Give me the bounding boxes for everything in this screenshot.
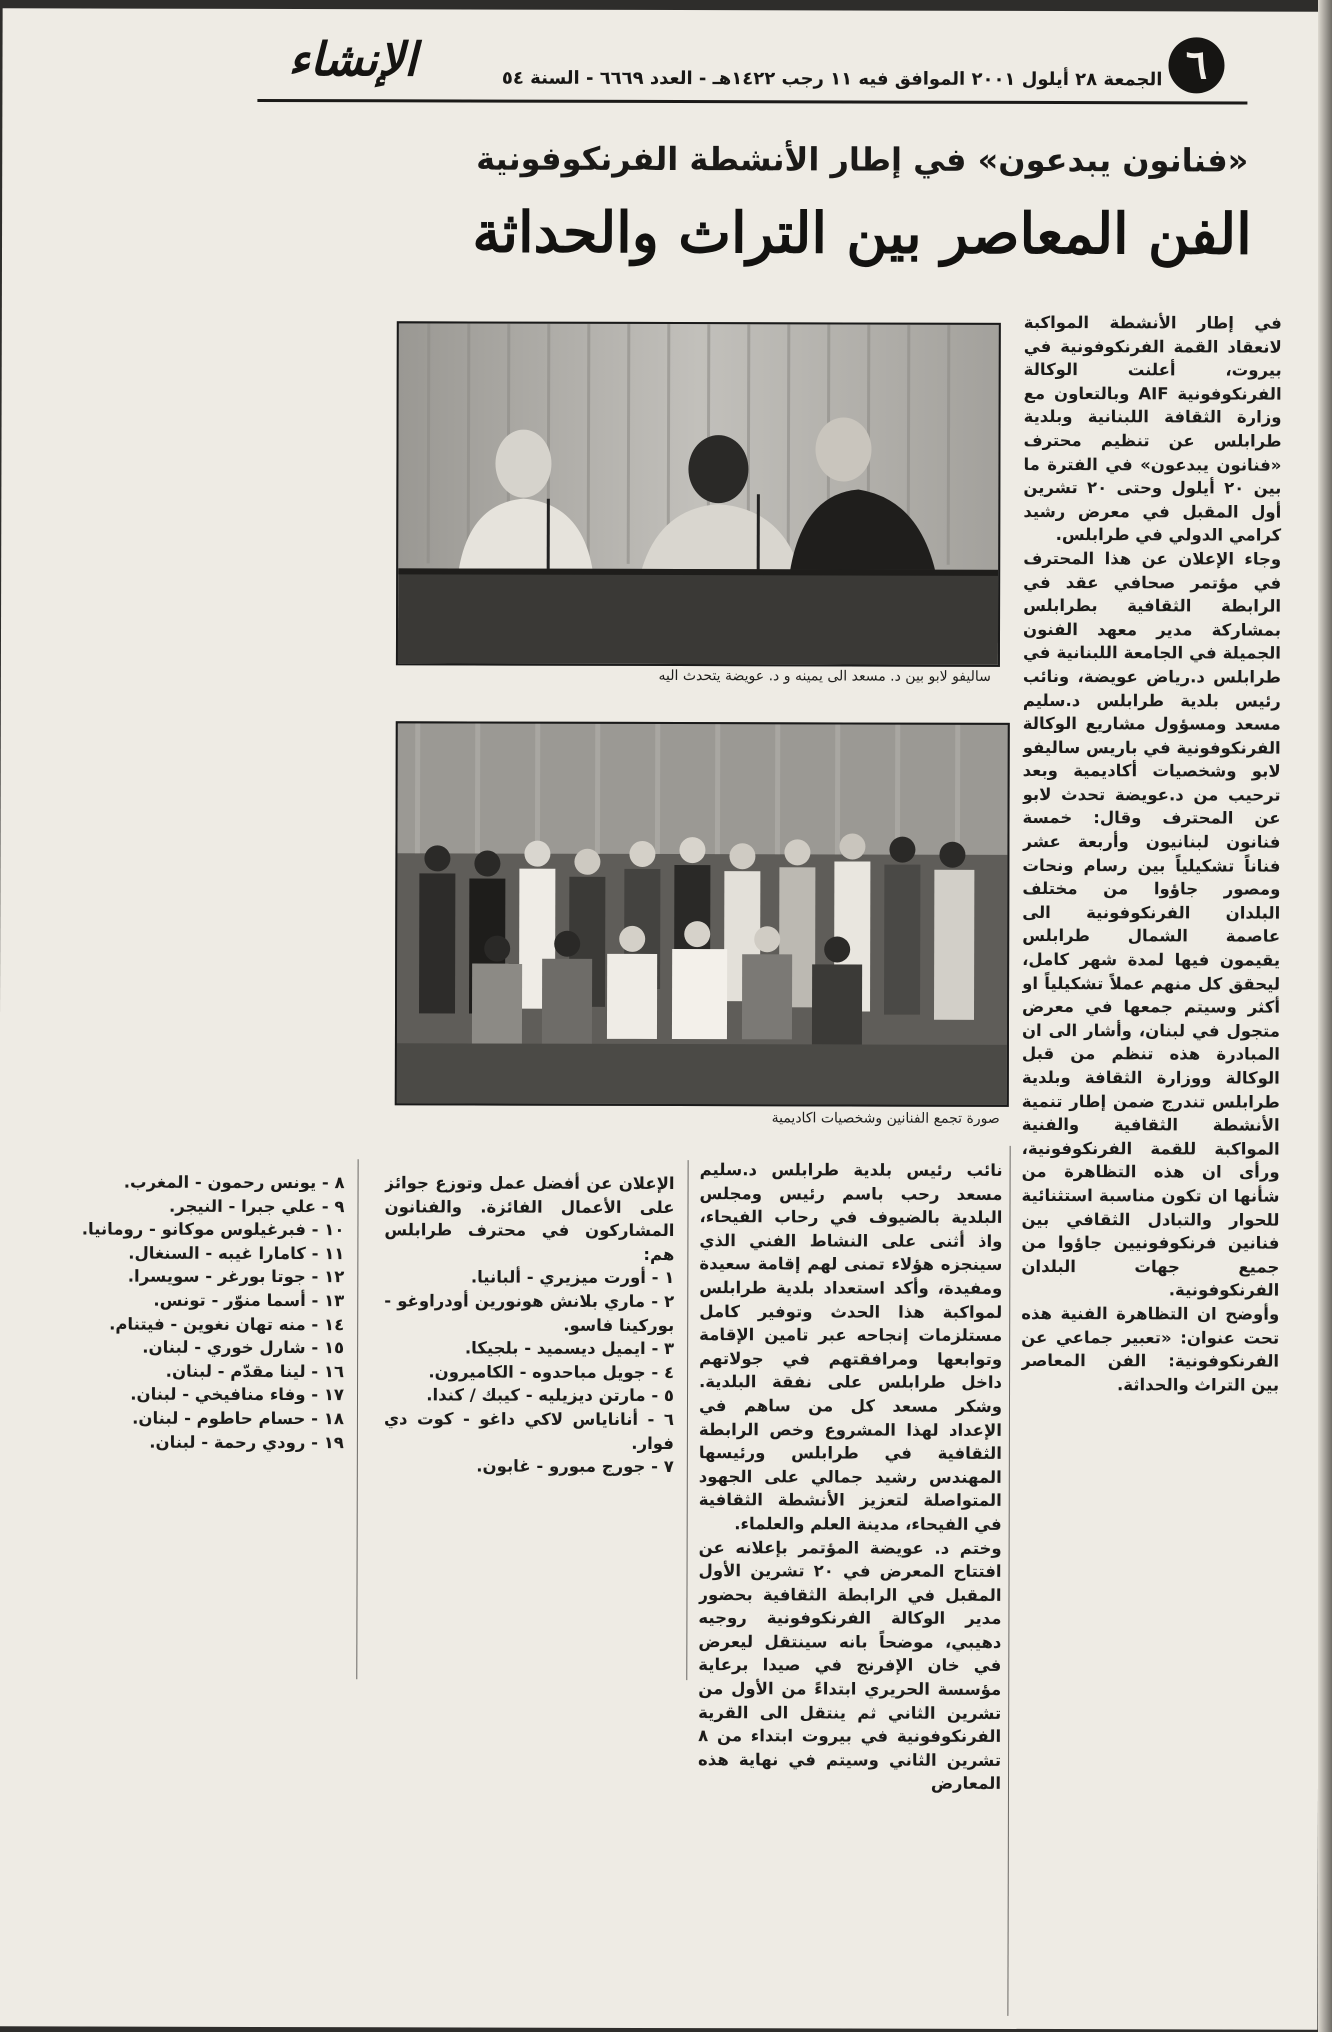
column-divider	[356, 1159, 358, 1679]
list-item: ٨ - يونس رحمون - المغرب.	[123, 1172, 345, 1193]
article-headline: الفن المعاصر بين التراث والحداثة	[472, 199, 1252, 268]
list-item: ١٥ - شارل خوري - لبنان.	[142, 1337, 345, 1358]
press-conference-photo	[396, 321, 1001, 667]
list-item: ١٤ - منه تهان نغوين - فيتنام.	[109, 1314, 345, 1334]
paragraph: الإعلان عن أفضل عمل وتوزع جوائز على الأعمال الفائزة. والفنانون المشاركون في محترف طرابلس هم:	[384, 1173, 675, 1264]
list-item: ١٩ - رودي رحمة - لبنان.	[149, 1432, 344, 1452]
article-column-4	[43, 1170, 344, 1671]
masthead-rule	[257, 99, 1247, 105]
group-photo	[395, 721, 1010, 1107]
paragraph: نائب رئيس بلدية طرابلس د.سليم مسعد رحب باسم رئيس ومجلس البلدية بالضيوف في رحاب الفيحاء، واذ أثنى على النشاط الفني الذي سينجزه هؤلاء تمنى لهم إقامة سعيدة ومفيدة، وأكد استعداد بلدية طرابلس لمواكبة هذا الحدث وتوفير كامل مستلزمات إنجاحه عبر تامين الإقامة وتوابعها ومرافقتهم في جولاتهم داخل طرابلس على نفقة البلدية. وشكر مسعد كل من ساهم في الإعداد لهذا المشروع وخص الرابطة الثقافية في طرابلس ورئيسها المهندس رشيد جمالي على الجهود المتواصلة لتعزيز الأنشطة الثقافية في الفيحاء، مدينة العلم والعلماء.	[698, 1160, 1003, 1534]
list-item: ٢ - ماري بلانش هونورين أودراوغو - بوركينا فاسو.	[384, 1291, 675, 1335]
list-item: ١٣ - أسما منوّر - تونس.	[153, 1290, 345, 1311]
paragraph: وختم د. عويضة المؤتمر بإعلانه عن افتتاح المعرض في ٢٠ تشرين الأول المقبل في الرابطة الثقافية بحضور مدير الوكالة الفرنكوفونية روجيه دهيبي، موضحاً بانه سينتقل ليعرض في خان الإفرنج في صيدا برعاية مؤسسة الحريري ابتداءً من الأول من تشرين الثاني ثم ينتقل الى القرية الفرنكوفونية في بيروت ابتداء من ٨ تشرين الثاني وسيتم في نهاية هذه المعارض	[698, 1537, 1002, 1794]
list-item: ١٠ - فبرغيلوس موكانو - رومانيا.	[81, 1219, 345, 1240]
article-column-3	[383, 1171, 674, 1672]
list-item: ٤ - جويل مباحدوه - الكاميرون.	[428, 1362, 675, 1382]
list-item: ٦ - أناناياس لاكي داغو - كوت دي فوار.	[383, 1409, 674, 1453]
list-item: ١١ - كامارا غيبه - السنغال.	[128, 1243, 345, 1263]
newspaper-logo: الإنشاء	[288, 32, 417, 87]
page-number-badge: ٦	[1168, 37, 1224, 93]
photo2-caption: صورة تجمع الفنانين وشخصيات اكاديمية	[771, 1110, 1000, 1127]
article-column-2	[697, 1158, 1002, 2009]
artists-list-a	[384, 1266, 675, 1479]
article-kicker: «فنانون يبدعون» في إطار الأنشطة الفرنكوفونية	[476, 139, 1249, 180]
list-item: ١٧ - وفاء منافيخي - لبنان.	[130, 1384, 345, 1405]
dateline: الجمعة ٢٨ أيلول ٢٠٠١ الموافق فيه ١١ رجب ١٤٢٢هـ - العدد ٦٦٦٩ - السنة ٥٤	[501, 67, 1163, 91]
list-item: ٥ - مارتن ديزيليه - كيبك / كندا.	[426, 1385, 675, 1406]
column-divider	[1007, 1146, 1010, 2016]
list-item: ١٢ - جوتا بورغر - سويسرا.	[127, 1266, 345, 1287]
artists-list-b	[44, 1170, 345, 1454]
list-item: ٩ - علي جبرا - النيجر.	[168, 1196, 345, 1216]
list-item: ٣ - ايميل ديسميد - بلجيكا.	[464, 1338, 675, 1359]
list-item: ٧ - جورج مبورو - غابون.	[476, 1456, 674, 1477]
article-column-1	[1021, 311, 1282, 1562]
photo1-caption: ساليفو لابو بين د. مسعد الى يمينه و د. عويضة يتحدث اليه	[658, 667, 991, 685]
list-item: ١٨ - حسام حاطوم - لبنان.	[132, 1408, 344, 1429]
paragraph: وجاء الإعلان عن هذا المحترف في مؤتمر صحافي عقد في الرابطة الثقافية بطرابلس بمشاركة مدير معهد الفنون الجميلة في الجامعة اللبنانية في طرابلس د.رياض عويضة، ونائب رئيس بلدية طرابلس د.سليم مسعد ومسؤول مشاريع الوكالة الفرنكوفونية في باريس ساليفو لابو وشخصيات أكاديمية وبعد ترحيب من د.عويضة تحدث لابو عن المحترف وقال: خمسة فنانون لبنانيون وأربعة عشر فناناً تشكيلياً بين رسام ونحات ومصور جاؤوا من مختلف البلدان الفرنكوفونية الى عاصمة الشمال طرابلس يقيمون فيها لمدة شهر كامل، ليحقق كل منهم عملاً تشكيلياً او أكثر وسيتم جمعها في معرض متجول في لبنان، وأشار الى ان المبادرة هذه تنظم من قبل الوكالة ووزارة الثقافة وبلدية طرابلس تندرج ضمن إطار تنمية الأنشطة الثقافية والفنية المواكبة للقمة الفرنكوفونية، ورأى ان هذه التظاهرة من شأنها ان تكون مناسبة استثنائية للحوار والتبادل الثقافي بين فنانين فرنكوفونيين جاؤوا من جميع جهات البلدان الفرنكوفونية.	[1021, 548, 1282, 1300]
paragraph: في إطار الأنشطة المواكبة لانعقاد القمة الفرنكوفونية في بيروت، أعلنت الوكالة الفرنكوفونية AIF وبالتعاون مع وزارة الثقافة اللبنانية وبلدية طرابلس عن تنظيم محترف «فنانون يبدعون» في الفترة ما بين ٢٠ أيلول وحتى ٢٠ تشرين أول المقبل في معرض رشيد كرامي الدولي في طرابلس.	[1023, 312, 1282, 545]
column-divider	[686, 1160, 688, 1680]
list-item: ١٦ - لينا مقدّم - لبنان.	[165, 1361, 345, 1381]
newspaper-page	[0, 8, 1323, 2029]
list-item: ١ - أورت ميزيري - ألبانيا.	[470, 1267, 675, 1288]
paragraph: وأوضح ان التظاهرة الفنية هذه تحت عنوان: «تعبير جماعي عن الفرنكوفونية: الفن المعاصر بين التراث والحداثة.	[1021, 1303, 1280, 1395]
page-edge-shadow	[1318, 0, 1332, 2032]
